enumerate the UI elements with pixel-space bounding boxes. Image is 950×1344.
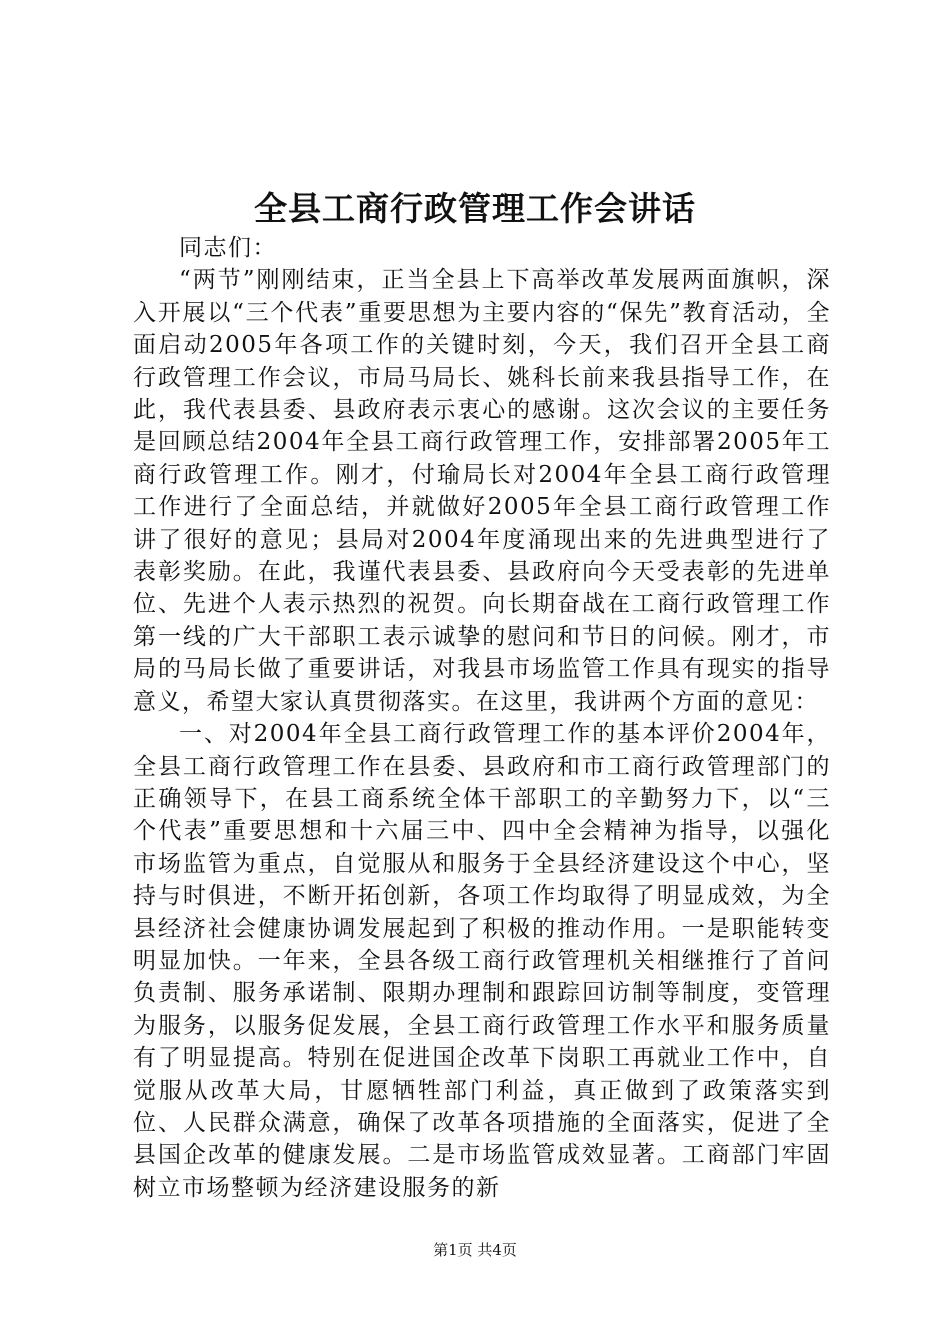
salutation: 同志们： — [179, 235, 277, 261]
document-body — [133, 232, 831, 1204]
document-title: 全县工商行政管理工作会讲话 — [254, 189, 696, 228]
paragraph: 一、对2004年全县工商行政管理工作的基本评价2004年，全县工商行政管理工作在县委、县政府和市工商行政管理部门的正确领导下，在县工商系统全体干部职工的辛勤努力下，以“三个代表”重要思想和十六届三中、四中全会精神为指导，以强化市场监管为重点，自觉服从和服务于全县经济建设这个中心，坚持与时俱进，不断开拓创新，各项工作均取得了明显成效，为全县经济社会健康协调发展起到了积极的推动作用。一是职能转变明显加快。一年来，全县各级工商行政管理机关相继推行了首问负责制、服务承诺制、限期办理制和跟踪回访制等制度，变管理为服务，以服务促发展，全县工商行政管理工作水平和服务质量有了明显提高。特别在促进国企改革下岗职工再就业工作中，自觉服从改革大局，甘愿牺牲部门利益，真正做到了政策落实到位、人民群众满意，确保了改革各项措施的全面落实，促进了全县国企改革的健康发展。二是市场监管成效显著。工商部门牢固树立市场整顿为经济建设服务的新 — [133, 721, 831, 1201]
paragraph: “两节”刚刚结束，正当全县上下高举改革发展两面旗帜，深入开展以“三个代表”重要思想为主要内容的“保先”教育活动，全面启动2005年各项工作的关键时刻，今天，我们召开全县工商行政管理工作会议，市局马局长、姚科长前来我县指导工作，在此，我代表县委、县政府表示衷心的感谢。这次会议的主要任务是回顾总结2004年全县工商行政管理工作，安排部署2005年工商行政管理工作。刚才，付瑜局长对2004年全县工商行政管理工作进行了全面总结，并就做好2005年全县工商行政管理工作讲了很好的意见；县局对2004年度涌现出来的先进典型进行了表彰奖励。在此，我谨代表县委、县政府向今天受表彰的先进单位、先进个人表示热烈的祝贺。向长期奋战在工商行政管理工作第一线的广大干部职工表示诚挚的慰问和节日的问候。刚才，市局的马局长做了重要讲话，对我县市场监管工作具有现实的指导意义，希望大家认真贯彻落实。在这里，我讲两个方面的意见： — [133, 267, 831, 715]
page-footer: 第1页 共4页 — [433, 1241, 517, 1259]
